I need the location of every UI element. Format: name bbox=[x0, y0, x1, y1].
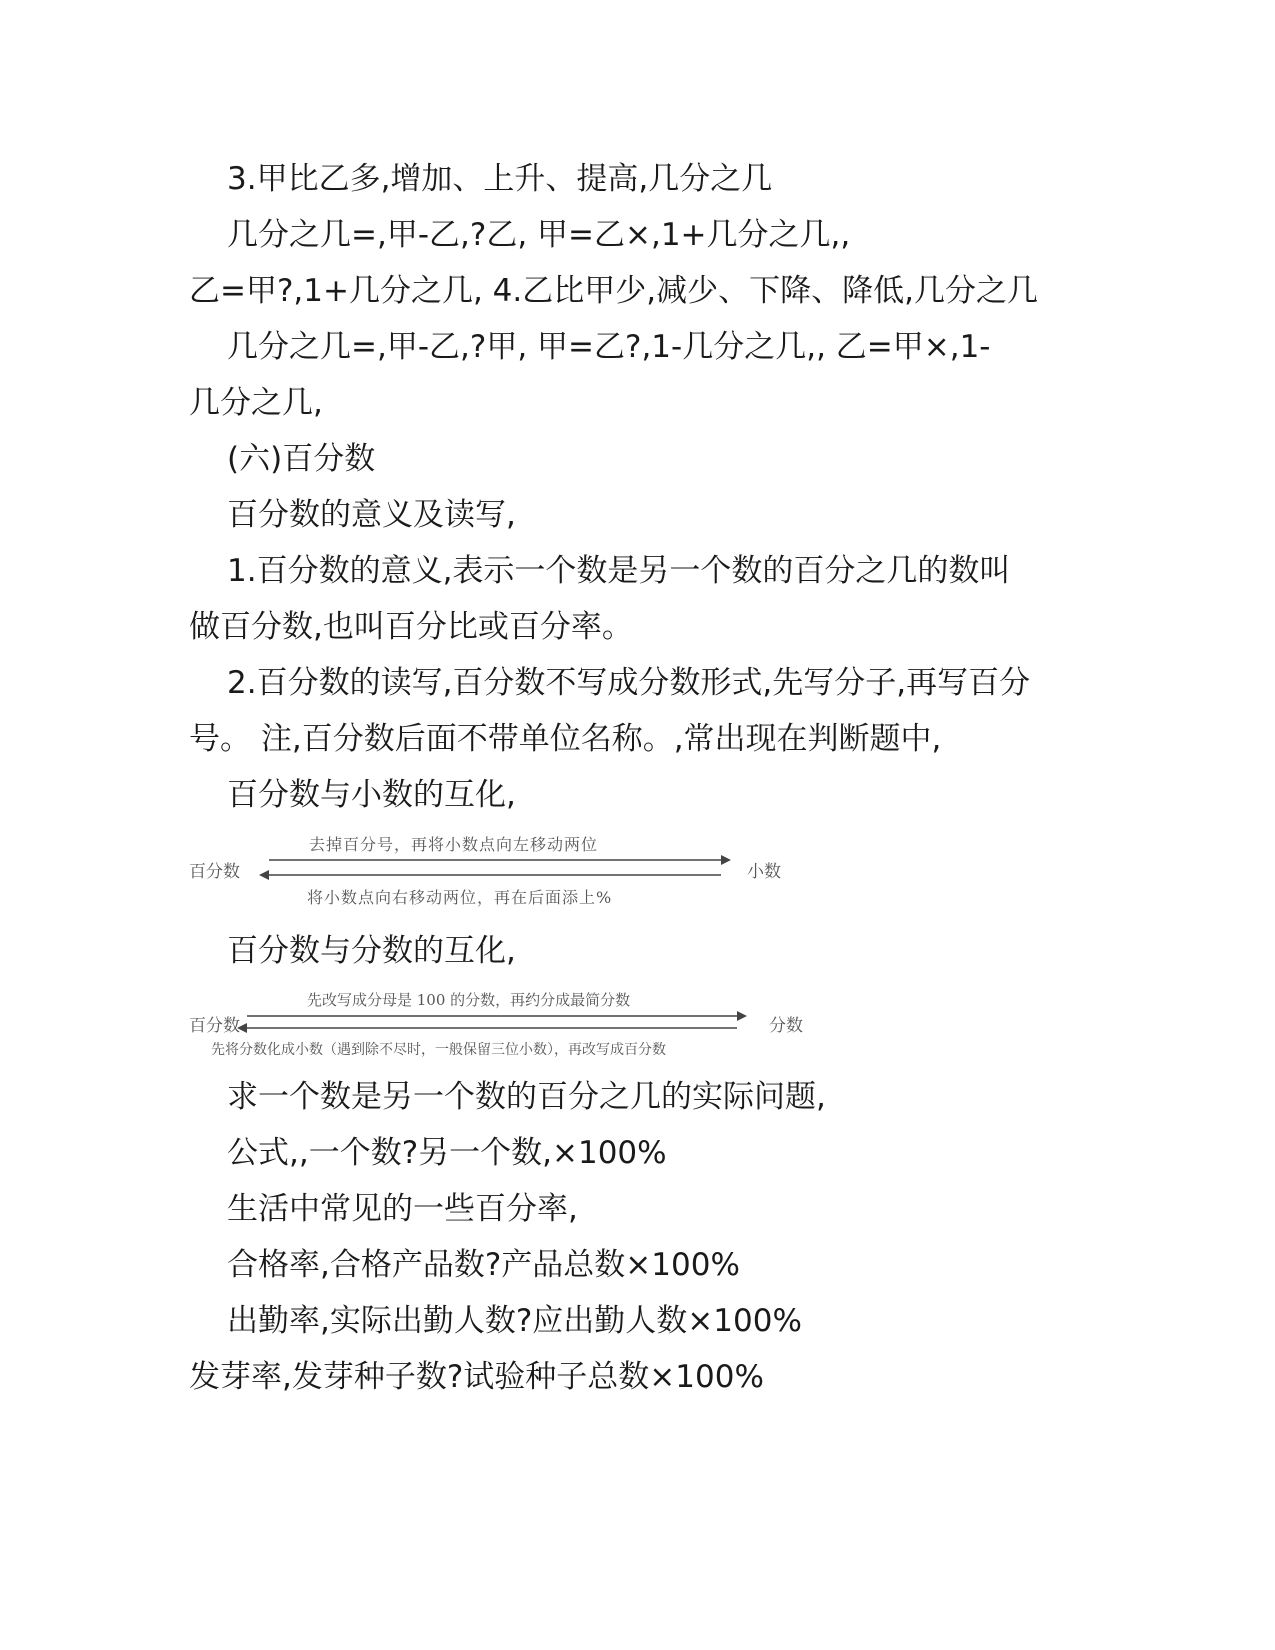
diagram-top-caption: 先改写成分母是 100 的分数，再约分成最简分数 bbox=[307, 991, 631, 1009]
text-line: 百分数与小数的互化, bbox=[227, 777, 516, 813]
text-line: 号。 注,百分数后面不带单位名称。,常出现在判断题中, bbox=[189, 721, 942, 757]
percent-fraction-diagram bbox=[189, 985, 819, 1065]
text-line: 百分数的意义及读写, bbox=[227, 497, 516, 533]
text-line: 2.百分数的读写,百分数不写成分数形式,先写分子,再写百分 bbox=[227, 665, 1031, 701]
text-line: 几分之几=,甲-乙,?甲, 甲=乙?,1-几分之几,, 乙=甲×,1- bbox=[227, 329, 991, 365]
formula-line: 公式,,一个数?另一个数,×100% bbox=[227, 1135, 667, 1171]
text-line: 做百分数,也叫百分比或百分率。 bbox=[189, 609, 633, 645]
formula-line: 出勤率,实际出勤人数?应出勤人数×100% bbox=[227, 1303, 802, 1339]
percent-decimal-diagram bbox=[189, 829, 809, 911]
text-line: 百分数与分数的互化, bbox=[227, 933, 516, 969]
diagram-bottom-caption: 先将分数化成小数（遇到除不尽时，一般保留三位小数），再改写成百分数 bbox=[211, 1042, 666, 1058]
text-line: 1.百分数的意义,表示一个数是另一个数的百分之几的数叫 bbox=[227, 553, 1011, 589]
text-line: 3.甲比乙多,增加、上升、提高,几分之几 bbox=[227, 161, 773, 197]
diagram-left-label: 百分数 bbox=[189, 1016, 240, 1036]
diagram-top-caption: 去掉百分号，再将小数点向左移动两位 bbox=[309, 835, 599, 854]
formula-line: 合格率,合格产品数?产品总数×100% bbox=[227, 1247, 740, 1283]
text-line: 生活中常见的一些百分率, bbox=[227, 1191, 578, 1227]
diagram-bottom-caption: 将小数点向右移动两位，再在后面添上% bbox=[307, 888, 613, 907]
section-heading: (六)百分数 bbox=[227, 441, 376, 477]
formula-line: 发芽率,发芽种子数?试验种子总数×100% bbox=[189, 1359, 764, 1395]
text-line: 乙=甲?,1+几分之几, 4.乙比甲少,减少、下降、降低,几分之几 bbox=[189, 273, 1038, 309]
diagram-right-label: 分数 bbox=[769, 1016, 803, 1036]
diagram-right-label: 小数 bbox=[747, 862, 781, 882]
text-line: 几分之几=,甲-乙,?乙, 甲=乙×,1+几分之几,, bbox=[227, 217, 851, 253]
text-line: 求一个数是另一个数的百分之几的实际问题, bbox=[227, 1079, 826, 1115]
text-line: 几分之几, bbox=[189, 385, 323, 421]
diagram-left-label: 百分数 bbox=[189, 862, 240, 882]
